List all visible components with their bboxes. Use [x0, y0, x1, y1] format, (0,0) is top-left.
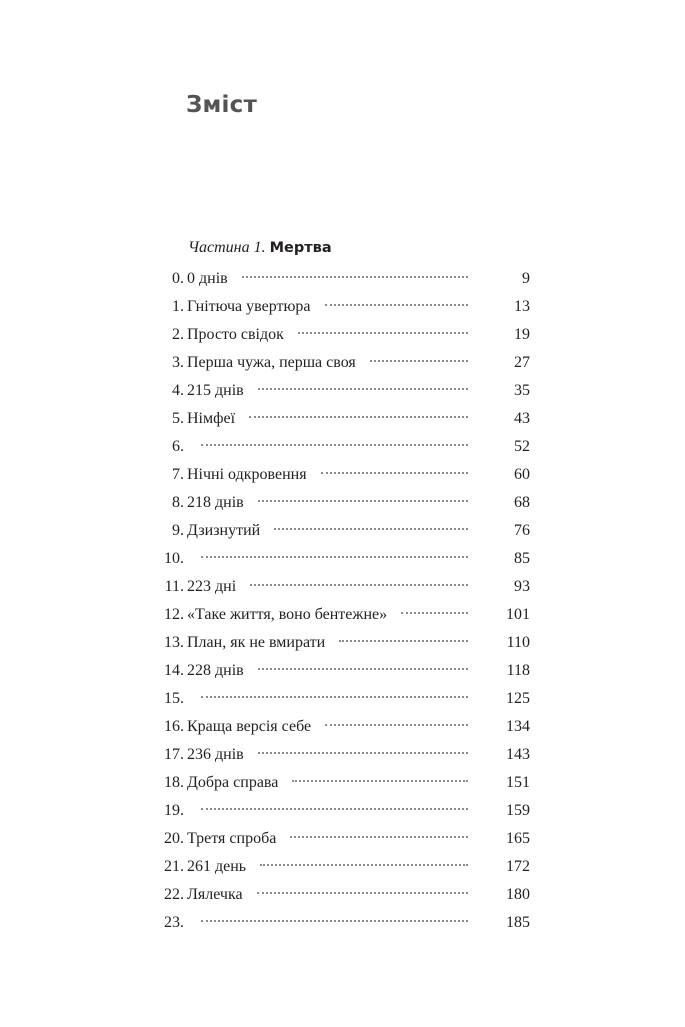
dot-leader	[258, 752, 468, 754]
chapter-title: Нічні одкровення	[187, 466, 307, 483]
toc-entry[interactable]	[140, 293, 530, 321]
page-title: Зміст	[186, 92, 257, 118]
dot-leader	[201, 444, 468, 446]
page-number: 60	[514, 466, 530, 483]
toc-entry[interactable]	[140, 489, 530, 517]
dot-leader	[201, 808, 468, 810]
page-number: 19	[514, 326, 530, 343]
dot-leader	[321, 472, 468, 474]
page-number: 101	[506, 606, 530, 623]
dot-leader	[290, 836, 468, 838]
page-number: 134	[506, 718, 530, 735]
chapter-number: 11.	[164, 578, 184, 595]
page-number: 185	[506, 914, 530, 931]
chapter-number: 17.	[164, 746, 184, 763]
dot-leader	[258, 500, 468, 502]
chapter-number: 19.	[164, 802, 184, 819]
chapter-number: 15.	[164, 690, 184, 707]
dot-leader	[325, 724, 468, 726]
chapter-number: 1.	[172, 298, 184, 315]
chapter-number: 23.	[164, 914, 184, 931]
toc-entry[interactable]	[140, 433, 530, 461]
toc-entry[interactable]	[140, 265, 530, 293]
chapter-number: 6.	[172, 438, 184, 455]
toc-entry[interactable]	[140, 573, 530, 601]
dot-leader	[201, 556, 468, 558]
dot-leader	[257, 892, 468, 894]
page-number: 35	[514, 382, 530, 399]
toc-entry[interactable]	[140, 853, 530, 881]
dot-leader	[401, 612, 468, 614]
dot-leader	[249, 416, 468, 418]
chapter-title: 215 днів	[187, 382, 244, 399]
chapter-number: 3.	[172, 354, 184, 371]
chapter-title: 261 день	[187, 858, 247, 875]
chapter-number: 14.	[164, 662, 184, 679]
chapter-number: 0.	[172, 270, 184, 287]
dot-leader	[325, 304, 468, 306]
toc-entry[interactable]	[140, 545, 530, 573]
page-number: 93	[514, 578, 530, 595]
dot-leader	[258, 388, 468, 390]
part-label: Частина 1.	[188, 239, 266, 256]
page-number: 85	[514, 550, 530, 567]
toc-entry[interactable]	[140, 601, 530, 629]
toc-entry[interactable]	[140, 349, 530, 377]
toc-entry[interactable]	[140, 405, 530, 433]
dot-leader	[274, 528, 468, 530]
page-number: 118	[506, 662, 530, 679]
page-number: 151	[506, 774, 530, 791]
dot-leader	[201, 920, 468, 922]
chapter-number: 5.	[172, 410, 184, 427]
toc-entry[interactable]	[140, 909, 530, 937]
chapter-title: План, як не вмирати	[187, 634, 326, 651]
page-number: 68	[514, 494, 530, 511]
toc-entry[interactable]	[140, 685, 530, 713]
page-number: 172	[506, 858, 530, 875]
chapter-number: 10.	[164, 550, 184, 567]
toc-entry[interactable]	[140, 517, 530, 545]
dot-leader	[370, 360, 468, 362]
page-number: 76	[514, 522, 530, 539]
chapter-number: 7.	[172, 466, 184, 483]
chapter-number: 2.	[172, 326, 184, 343]
chapter-number: 18.	[164, 774, 184, 791]
dot-leader	[250, 584, 468, 586]
toc-entry[interactable]	[140, 657, 530, 685]
dot-leader	[292, 780, 468, 782]
dot-leader	[242, 276, 468, 278]
page-number: 110	[506, 634, 530, 651]
table-of-contents	[140, 265, 530, 937]
toc-entry[interactable]	[140, 825, 530, 853]
toc-entry[interactable]	[140, 629, 530, 657]
toc-entry[interactable]	[140, 377, 530, 405]
chapter-number: 4.	[172, 382, 184, 399]
chapter-number: 12.	[164, 606, 184, 623]
chapter-number: 9.	[172, 522, 184, 539]
part-name: Мертва	[269, 240, 332, 256]
chapter-number: 16.	[164, 718, 184, 735]
chapter-number: 8.	[172, 494, 184, 511]
chapter-title: 223 дні	[187, 578, 237, 595]
dot-leader	[260, 864, 468, 866]
part-heading	[188, 238, 332, 258]
page-number: 125	[506, 690, 530, 707]
chapter-title: «Таке життя, воно бентежне»	[187, 606, 388, 623]
page-number: 180	[506, 886, 530, 903]
chapter-number: 20.	[164, 830, 184, 847]
toc-entry[interactable]	[140, 321, 530, 349]
chapter-title: Перша чужа, перша своя	[187, 354, 356, 371]
toc-entry[interactable]	[140, 769, 530, 797]
chapter-number: 21.	[164, 858, 184, 875]
dot-leader	[258, 668, 468, 670]
page-number: 52	[514, 438, 530, 455]
chapter-title: Гнітюча увертюра	[187, 298, 311, 315]
chapter-number: 22.	[164, 886, 184, 903]
page-number: 43	[514, 410, 530, 427]
toc-entry[interactable]	[140, 461, 530, 489]
chapter-number: 13.	[164, 634, 184, 651]
toc-entry[interactable]	[140, 797, 530, 825]
page-number: 165	[506, 830, 530, 847]
chapter-title: 236 днів	[187, 746, 244, 763]
chapter-title: Третя спроба	[187, 830, 277, 847]
chapter-title: 228 днів	[187, 662, 244, 679]
toc-entry[interactable]	[140, 713, 530, 741]
dot-leader	[201, 696, 468, 698]
toc-entry[interactable]	[140, 741, 530, 769]
chapter-title: Краща версія себе	[187, 718, 312, 735]
chapter-title: Німфеї	[187, 410, 236, 427]
page-number: 13	[514, 298, 530, 315]
chapter-title: 0 днів	[187, 270, 228, 287]
chapter-title: Просто свідок	[187, 326, 284, 343]
toc-entry[interactable]	[140, 881, 530, 909]
chapter-title: Дзизнутий	[187, 522, 261, 539]
chapter-title: Добра справа	[187, 774, 279, 791]
dot-leader	[339, 640, 468, 642]
page-number: 27	[514, 354, 530, 371]
page-number: 9	[522, 270, 530, 287]
page-number: 159	[506, 802, 530, 819]
chapter-title: 218 днів	[187, 494, 244, 511]
dot-leader	[298, 332, 468, 334]
page-number: 143	[506, 746, 530, 763]
chapter-title: Лялечка	[187, 886, 243, 903]
